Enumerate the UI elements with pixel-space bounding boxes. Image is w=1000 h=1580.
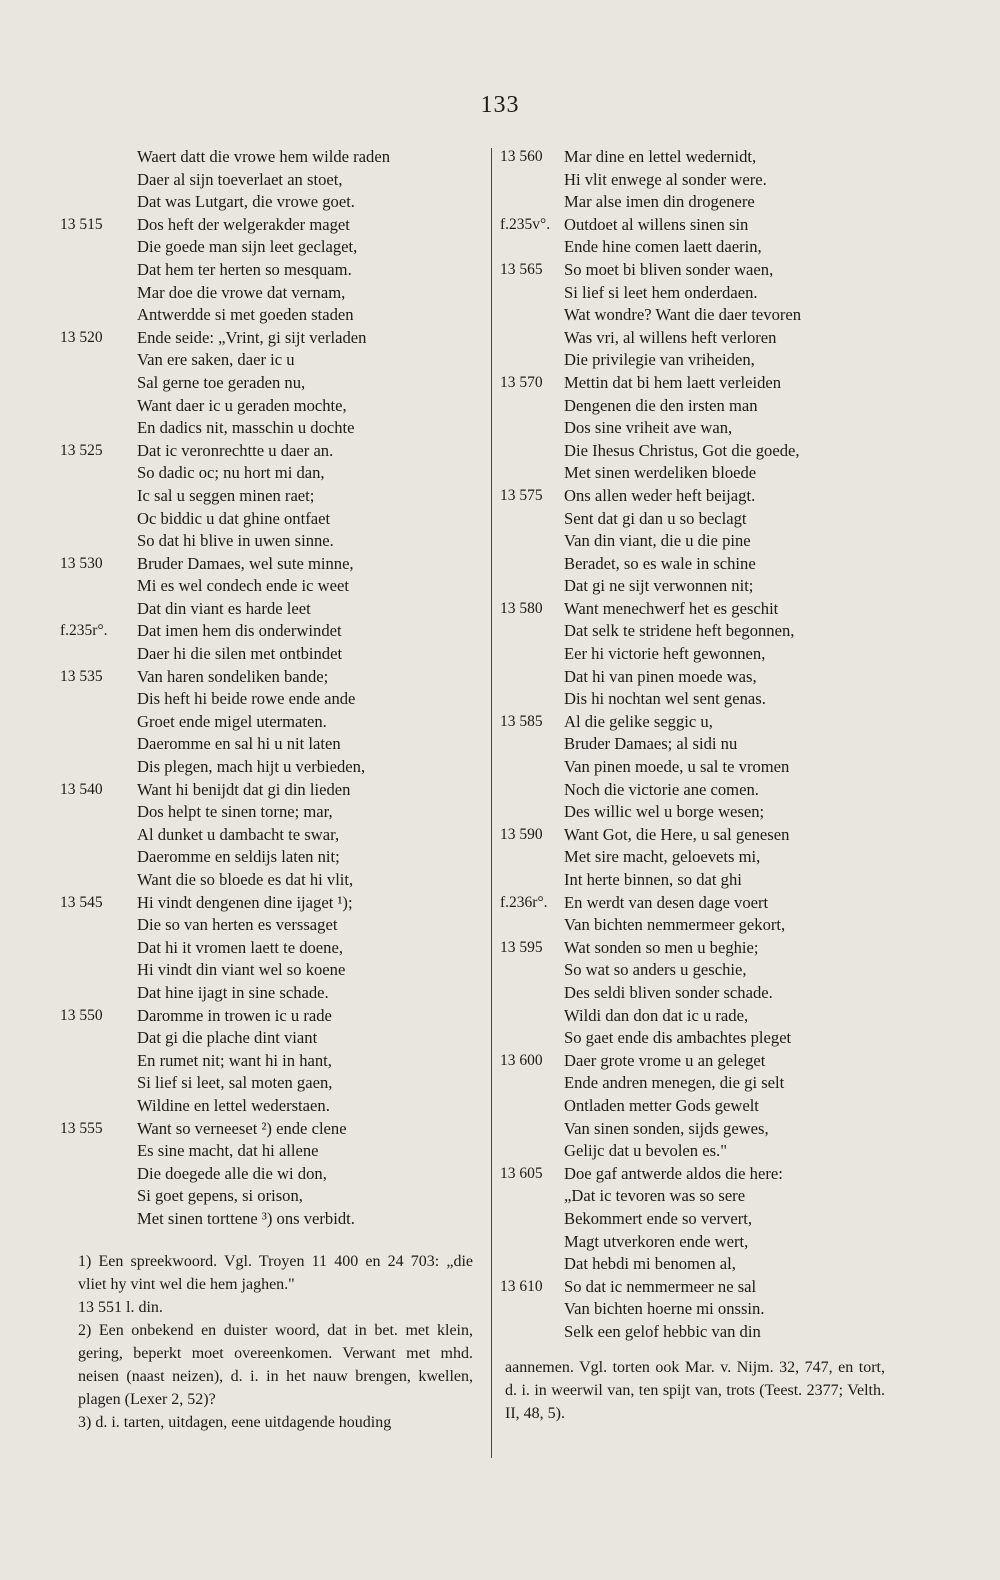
verse-line [60,914,480,937]
verse-line [60,666,480,689]
verse-text: Van bichten nemmermeer gekort, [564,915,786,935]
verse-line [500,688,900,711]
verse-text: Daer hi die silen met ontbindet [137,644,343,664]
verse-text: Ons allen weder heft beijagt. [564,485,756,505]
verse-line [500,417,900,440]
verse-line [500,304,900,327]
verse-line [60,575,480,598]
verse-line [60,530,480,553]
verse-text: Want so verneeset ²) ende clene [137,1118,347,1138]
verse-text: Wildine en lettel wederstaen. [137,1095,330,1115]
verse-text: Mar doe die vrowe dat vernam, [137,282,346,302]
verse-line [60,169,480,192]
line-number: 13 575 [500,486,543,504]
verse-text: Dat hine ijagt in sine schade. [137,982,329,1002]
verse-line [500,236,900,259]
verse-line [500,530,900,553]
verse-text: Die so van herten es verssaget [137,915,338,935]
verse-text: Want die so bloede es dat hi vlit, [137,870,354,889]
verse-text: Dat ic veronrechtte u daer an. [137,440,334,460]
line-number: 13 555 [60,1119,103,1137]
verse-line [500,711,900,734]
verse-text: Hi vindt dengenen dine ijaget ¹); [137,892,353,912]
verse-text: Die doegede alle die wi don, [137,1163,327,1183]
line-number: 13 540 [60,780,103,798]
verse-text: Wat wondre? Want die daer tevoren [564,305,802,325]
verse-line [500,959,900,982]
verse-line [500,1253,900,1276]
verse-line [60,372,480,395]
verse-text: Dat hem ter herten so mesquam. [137,259,352,279]
verse-line [500,779,900,802]
verse-line [500,1005,900,1028]
verse-line [60,1208,480,1231]
verse-text: Sent dat gi dan u so beclagt [564,508,747,528]
verse-line [60,892,480,915]
verse-line [500,666,900,689]
verse-text: Die privilegie van vriheiden, [564,350,755,370]
footnote-right [505,1356,885,1425]
verse-text: Hi vlit enwege al sonder were. [564,169,767,189]
verse-line [60,1050,480,1073]
verse-line [60,1163,480,1186]
verse-text: So dat ic nemmermeer ne sal [564,1276,757,1296]
verse-text: Daeromme en sal hi u nit laten [137,734,341,754]
verse-line [500,440,900,463]
verse-text: Daeromme en seldijs laten nit; [137,847,340,867]
verse-line [500,282,900,305]
verse-text: Want hi benijdt dat gi din lieden [137,779,351,799]
verse-text: En dadics nit, masschin u dochte [137,418,355,438]
verse-text: Dis plegen, mach hijt u verbieden, [137,757,366,777]
verse-text: Mar dine en lettel wedernidt, [564,147,757,166]
verse-text: Wat sonden so men u beghie; [564,937,759,957]
verse-text: Mettin dat bi hem laett verleiden [564,372,782,392]
verse-text: Al die gelike seggic u, [564,711,713,731]
verse-line [60,711,480,734]
verse-line [500,259,900,282]
footnote: 2) Een onbekend en duister woord, dat in bet. met klein, gering, beperkt moet overeenkomen. Verwant met mhd. neisen (naast neizen), d. i. in het nauw brengen, kwellen, plagen (Lexer 2, 52)? [78,1322,473,1408]
footnote: 1) Een spreekwoord. Vgl. Troyen 11 400 en 24 703: „die vliet hy vint wel die hem jaghen." [78,1253,473,1293]
verse-line [60,869,480,892]
verse-line [60,733,480,756]
verse-line [60,959,480,982]
verse-text: En werdt van desen dage voert [564,892,769,912]
verse-text: Dat din viant es harde leet [137,598,311,618]
verse-line [60,846,480,869]
verse-line [500,1140,900,1163]
verse-line [60,259,480,282]
verse-line [60,191,480,214]
line-number: 13 545 [60,893,103,911]
verse-line [500,553,900,576]
verse-text: Dengenen die den irsten man [564,395,758,415]
verse-text: Groet ende migel utermaten. [137,711,327,731]
verse-line [60,462,480,485]
verse-text: Van din viant, die u die pine [564,531,751,551]
verse-text: Wildi dan don dat ic u rade, [564,1005,749,1025]
footnote: 3) d. i. tarten, uitdagen, eene uitdagende houding [78,1414,392,1431]
verse-line [500,643,900,666]
verse-text: Es sine macht, dat hi allene [137,1141,319,1161]
line-number: 13 520 [60,328,103,346]
verse-text: Dat hi it vromen laett te doene, [137,937,343,957]
line-number: 13 580 [500,599,543,617]
line-number: 13 595 [500,938,543,956]
line-number: 13 565 [500,260,543,278]
line-number: 13 535 [60,667,103,685]
line-number: 13 570 [500,373,543,391]
line-number: 13 600 [500,1051,543,1069]
verse-text: Dat selk te stridene heft begonnen, [564,621,795,641]
verse-text: Bruder Damaes; al sidi nu [564,734,738,754]
verse-line [500,191,900,214]
verse-text: Ende hine comen laett daerin, [564,237,762,257]
verse-text: Van bichten hoerne mi onssin. [564,1299,765,1319]
verse-line [60,620,480,643]
verse-line [60,982,480,1005]
verse-line [60,282,480,305]
verse-text: Van ere saken, daer ic u [137,350,295,370]
verse-line [60,327,480,350]
verse-text: Noch die victorie ane comen. [564,779,759,799]
footnote: 13 551 l. din. [78,1299,163,1316]
verse-text: Si lief si leet hem onderdaen. [564,282,758,302]
verse-line [500,1072,900,1095]
verse-text: Van haren sondeliken bande; [137,666,329,686]
verse-text: So gaet ende dis ambachtes pleget [564,1028,792,1048]
verse-text: Die goede man sijn leet geclaget, [137,237,358,257]
verse-text: Int herte binnen, so dat ghi [564,870,742,889]
verse-line [500,508,900,531]
verse-text: Met sinen torttene ³) ons verbidt. [137,1208,355,1228]
verse-line [60,937,480,960]
verse-line [500,620,900,643]
verse-text: Daer grote vrome u an geleget [564,1050,766,1070]
footnotes-left [78,1250,473,1434]
line-number: 13 515 [60,215,103,233]
verse-text: Dat gi ne sijt verwonnen nit; [564,576,754,596]
verse-text: Des seldi bliven sonder schade. [564,982,773,1002]
verse-line [500,846,900,869]
column-divider [491,148,492,1458]
verse-text: Van sinen sonden, sijds gewes, [564,1118,769,1138]
verse-text: Ende andren menegen, die gi selt [564,1073,785,1093]
verse-line [500,756,900,779]
line-number: f.236r°. [500,893,548,911]
verse-text: Bruder Damaes, wel sute minne, [137,553,354,573]
verse-line [60,1185,480,1208]
verse-line [500,869,900,892]
verse-text: Beradet, so es wale in schine [564,553,756,573]
verse-text: Ontladen metter Gods gewelt [564,1095,759,1115]
verse-text: Dos sine vriheit ave wan, [564,418,733,438]
verse-text: Bekommert ende so ververt, [564,1208,753,1228]
line-number: 13 525 [60,441,103,459]
verse-line [500,1163,900,1186]
verse-line [500,462,900,485]
verse-line [60,508,480,531]
verse-text: Al dunket u dambacht te swar, [137,824,340,844]
verse-line [500,1095,900,1118]
verse-line [60,756,480,779]
line-number: 13 590 [500,825,543,843]
verse-text: Des willic wel u borge wesen; [564,802,765,822]
verse-line [500,1298,900,1321]
verse-line [60,598,480,621]
verse-line [500,1185,900,1208]
verse-line [60,440,480,463]
verse-line [500,575,900,598]
verse-line [60,553,480,576]
verse-line [60,417,480,440]
verse-text: Dos helpt te sinen torne; mar, [137,802,333,822]
verse-line [500,598,900,621]
verse-line [60,1118,480,1141]
verse-line [500,914,900,937]
verse-text: So dat hi blive in uwen sinne. [137,531,334,551]
right-verse-column [500,146,900,1343]
verse-line [60,824,480,847]
verse-line [60,643,480,666]
verse-text: Selk een gelof hebbic van din [564,1321,761,1341]
verse-line [500,1231,900,1254]
verse-text: Dat gi die plache dint viant [137,1028,318,1048]
verse-line [500,1118,900,1141]
verse-line [60,304,480,327]
verse-line [500,214,900,237]
verse-line [60,485,480,508]
verse-line [500,169,900,192]
line-number: 13 550 [60,1006,103,1024]
verse-text: Dis hi nochtan wel sent genas. [564,689,766,709]
verse-text: Dat hebdi mi benomen al, [564,1254,736,1274]
verse-line [500,1321,900,1344]
line-number: 13 605 [500,1164,543,1182]
verse-line [500,372,900,395]
page-number: 133 [480,92,520,118]
verse-text: En rumet nit; want hi in hant, [137,1050,332,1070]
verse-line [500,1027,900,1050]
verse-text: Mi es wel condech ende ic weet [137,576,349,596]
line-number: 13 585 [500,712,543,730]
verse-line [500,485,900,508]
verse-line [60,1005,480,1028]
verse-text: Dat hi van pinen moede was, [564,666,757,686]
verse-text: Ic sal u seggen minen raet; [137,485,315,505]
verse-text: Magt utverkoren ende wert, [564,1231,749,1251]
verse-text: Hi vindt din viant wel so koene [137,960,346,980]
line-number: 13 560 [500,148,543,165]
verse-text: Antwerdde si met goeden staden [137,305,354,325]
line-number: 13 610 [500,1277,543,1295]
verse-text: Mar alse imen din drogenere [564,192,755,212]
verse-text: Dat imen hem dis onderwindet [137,621,342,641]
verse-text: Gelijc dat u bevolen es." [564,1141,727,1161]
verse-text: Si lief si leet, sal moten gaen, [137,1073,333,1093]
verse-line [500,1276,900,1299]
verse-line [500,733,900,756]
verse-text: Outdoet al willens sinen sin [564,214,749,234]
verse-text: Met sire macht, geloevets mi, [564,847,761,867]
verse-text: Die Ihesus Christus, Got die goede, [564,440,800,460]
verse-line [60,395,480,418]
verse-text: Want menechwerf het es geschit [564,598,779,618]
verse-text: Sal gerne toe geraden nu, [137,372,306,392]
verse-line [60,801,480,824]
verse-text: Eer hi victorie heft gewonnen, [564,644,766,664]
verse-line [60,688,480,711]
verse-line [500,1050,900,1073]
verse-text: Ende seide: „Vrint, gi sijt verladen [137,327,367,347]
verse-line [500,937,900,960]
line-number: f.235v°. [500,215,551,233]
verse-text: Si goet gepens, si orison, [137,1186,303,1206]
verse-line [60,214,480,237]
line-number: f.235r°. [60,622,108,640]
verse-line [60,779,480,802]
verse-text: Oc biddic u dat ghine ontfaet [137,508,331,528]
verse-text: Dos heft der welgerakder maget [137,214,350,234]
footnote-continuation: aannemen. Vgl. torten ook Mar. v. Nijm. 32, 747, en tort, d. i. in weerwil van, ten spijt van, trots (Teest. 2377; Velth. II, 48, 5). [505,1359,885,1422]
verse-text: Dat was Lutgart, die vrowe goet. [137,192,355,212]
verse-line [500,824,900,847]
verse-line [60,236,480,259]
left-verse-column [60,146,480,1231]
verse-text: So wat so anders u geschie, [564,960,747,980]
verse-line [500,349,900,372]
verse-text: „Dat ic tevoren was so sere [564,1186,746,1206]
verse-line [500,801,900,824]
verse-text: Van pinen moede, u sal te vromen [564,757,790,777]
verse-line [60,1027,480,1050]
verse-text: Was vri, al willens heft verloren [564,327,777,347]
verse-text: Want daer ic u geraden mochte, [137,395,347,415]
verse-text: Doe gaf antwerde aldos die here: [564,1163,783,1183]
verse-line [60,1095,480,1118]
verse-text: Dis heft hi beide rowe ende ande [137,689,356,709]
verse-text: Daromme in trowen ic u rade [137,1005,332,1025]
verse-line [60,349,480,372]
verse-line [500,327,900,350]
verse-text: So moet bi bliven sonder waen, [564,259,774,279]
verse-line [500,395,900,418]
verse-text: So dadic oc; nu hort mi dan, [137,463,325,483]
verse-line [500,982,900,1005]
verse-line [60,1140,480,1163]
line-number: 13 530 [60,554,103,572]
verse-line [60,146,480,169]
verse-line [500,1208,900,1231]
verse-text: Want Got, die Here, u sal genesen [564,824,790,844]
verse-text: Waert datt die vrowe hem wilde raden [137,147,390,166]
verse-text: Daer al sijn toeverlaet an stoet, [137,169,343,189]
verse-line [500,146,900,169]
verse-text: Met sinen werdeliken bloede [564,463,757,483]
verse-line [500,892,900,915]
verse-line [60,1072,480,1095]
